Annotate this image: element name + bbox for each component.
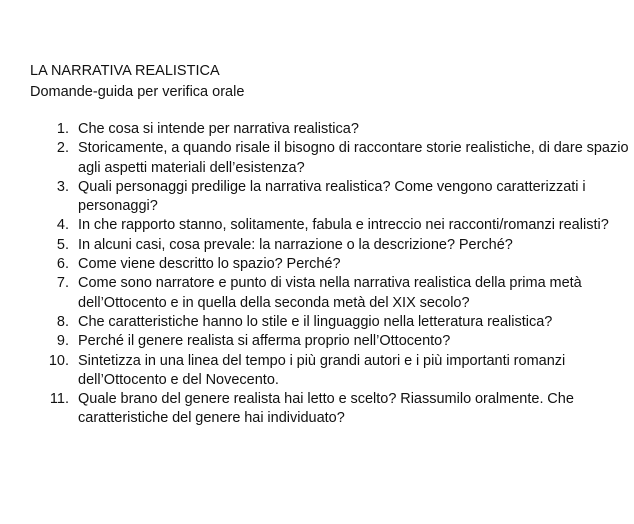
question-number: 7. — [56, 275, 69, 292]
question-item — [0, 255, 634, 274]
question-number: 9. — [56, 333, 69, 350]
question-number: 5. — [56, 236, 69, 253]
question-item — [0, 120, 634, 139]
question-item — [0, 139, 634, 178]
question-number: 8. — [56, 313, 69, 330]
question-number: 1. — [56, 121, 69, 137]
question-item — [0, 236, 634, 255]
question-number: 4. — [56, 217, 69, 234]
question-item — [0, 216, 634, 235]
question-text: In alcuni casi, cosa prevale: la narrazione o la descrizione? Perché? — [78, 236, 513, 253]
question-text: Come sono narratore e punto di vista nella narrativa realistica della prima metà dell’Ottocento e in quella della seconda metà del XIX secolo? — [78, 275, 582, 311]
question-item — [0, 390, 634, 429]
question-item — [0, 313, 634, 332]
question-text: Storicamente, a quando risale il bisogno di raccontare storie realistiche, di dare spazio agli aspetti materiali dell’esistenza? — [78, 140, 629, 176]
question-text: Che caratteristiche hanno lo stile e il linguaggio nella letteratura realistica? — [78, 313, 553, 330]
question-number: 11. — [49, 391, 69, 408]
question-text: Come viene descritto lo spazio? Perché? — [78, 256, 341, 273]
question-number: 3. — [56, 178, 69, 195]
question-number: 2. — [56, 140, 69, 157]
question-list — [0, 120, 634, 429]
question-number: 6. — [56, 256, 69, 273]
question-text: Sintetizza in una linea del tempo i più grandi autori e i più importanti romanzi dell’Ottocento e del Novecento. — [78, 352, 566, 388]
question-text: Quale brano del genere realista hai letto e scelto? Riassumilo oralmente. Che caratteristiche del genere hai individuato? — [78, 391, 574, 427]
question-text: Quali personaggi predilige la narrativa realistica? Come vengono caratterizzati i personaggi? — [78, 178, 586, 215]
question-item — [0, 274, 634, 313]
document-title: LA NARRATIVA REALISTICA — [30, 63, 220, 79]
question-number: 10. — [48, 352, 69, 369]
question-item — [0, 352, 634, 391]
question-text: In che rapporto stanno, solitamente, fabula e intreccio nei racconti/romanzi realisti? — [78, 217, 609, 234]
question-text: Perché il genere realista si afferma proprio nell’Ottocento? — [78, 333, 451, 350]
question-item — [0, 332, 634, 351]
question-item — [0, 178, 634, 217]
question-text: Che cosa si intende per narrativa realistica? — [78, 121, 359, 137]
document-subtitle: Domande-guida per verifica orale — [30, 84, 245, 100]
